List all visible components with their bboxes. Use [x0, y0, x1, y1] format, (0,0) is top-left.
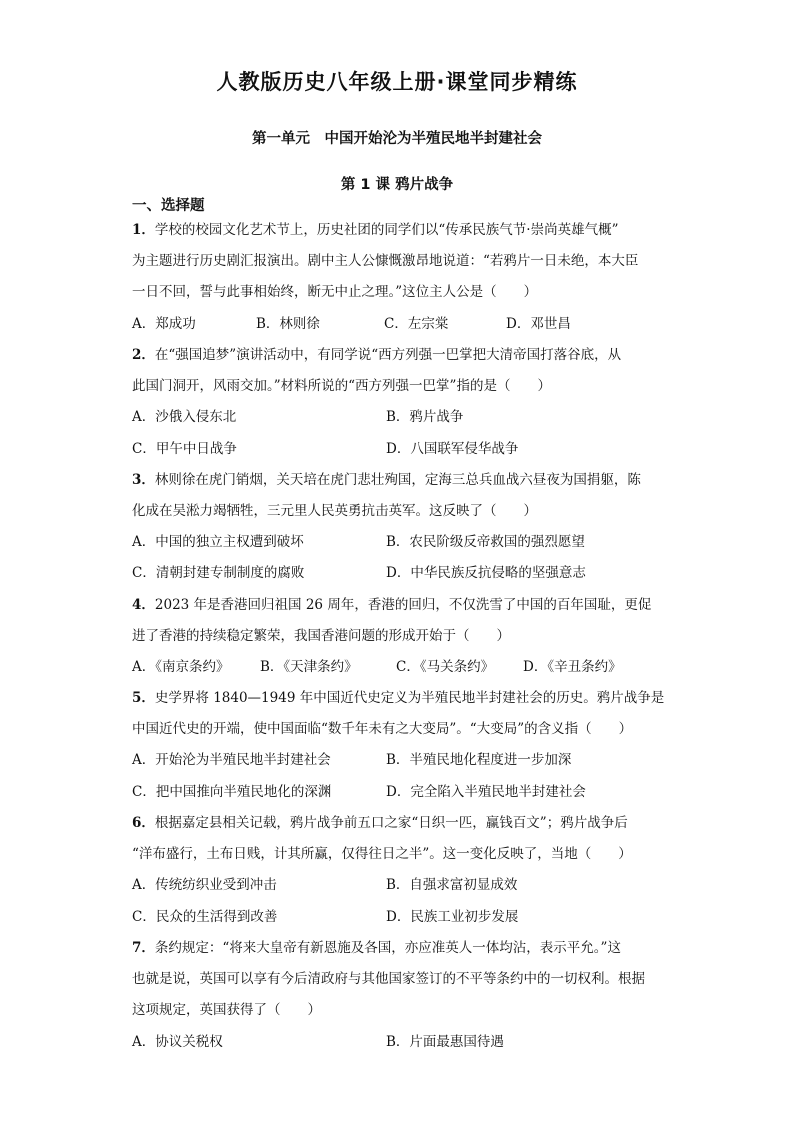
- question-7-line-1: [132, 939, 662, 957]
- question-number: 4．: [132, 597, 155, 613]
- question-4-line-1: [132, 596, 662, 614]
- question-6-line-2: “洋布盛行，土布日贱，计其所赢，仅得往日之半”。这一变化反映了，当地（ ）: [132, 846, 632, 862]
- question-text: 学校的校园文化艺术节上，历史社团的同学们以“传承民族气节·崇尚英雄气概”: [154, 222, 619, 238]
- option-a: A．沙俄入侵东北: [132, 409, 237, 425]
- question-7-line-2: 也就是说，英国可以享有今后清政府与其他国家签订的不平等条约中的一切权利。根据: [132, 971, 645, 987]
- option-b: B．林则徐: [256, 316, 320, 332]
- question-number: 7．: [132, 940, 155, 956]
- question-number: 5．: [132, 690, 155, 706]
- question-6-line-1: [132, 814, 662, 832]
- unit-title: 第一单元 中国开始沦为半殖民地半封建社会: [252, 131, 542, 147]
- option-a: A．协议关税权: [132, 1034, 223, 1050]
- question-text: 2023 年是香港回归祖国 26 周年，香港的回归，不仅洗雪了中国的百年国耻，更促: [154, 597, 652, 613]
- question-text: 条约规定：“将来大皇帝有新恩施及各国，亦应准英人一体均沾，表示平允。”这: [154, 940, 621, 956]
- option-d: D．中华民族反抗侵略的坚强意志: [386, 565, 586, 581]
- option-c: C．民众的生活得到改善: [132, 909, 278, 925]
- option-b: B．片面最惠国待遇: [386, 1034, 504, 1050]
- option-d: D．《辛丑条约》: [523, 659, 622, 675]
- question-text: 史学界将 1840—1949 年中国近代史定义为半殖民地半封建社会的历史。鸦片战争是: [154, 690, 665, 706]
- option-c: C．把中国推向半殖民地化的深渊: [132, 784, 332, 800]
- option-b: B．《天津条约》: [260, 659, 358, 675]
- question-1-line-2: 为主题进行历史剧汇报演出。剧中主人公慷慨激昂地说道：“若鸦片一日未绝，本大臣: [132, 253, 639, 269]
- option-c: C．左宗棠: [384, 316, 449, 332]
- question-7-line-3: 这项规定，英国获得了（ ）: [132, 1002, 321, 1018]
- question-3-line-1: [132, 471, 662, 489]
- option-a: A．传统纺织业受到冲击: [132, 877, 277, 893]
- question-5-line-2: 中国近代史的开端，使中国面临“数千年未有之大变局”。“大变局”的含义指（ ）: [132, 721, 633, 737]
- question-2-line-1: [132, 346, 662, 364]
- option-d: D．民族工业初步发展: [386, 909, 519, 925]
- question-5-line-1: [132, 689, 665, 707]
- option-c: C．《马关条约》: [396, 659, 495, 675]
- option-d: D．完全陷入半殖民地半封建社会: [386, 784, 586, 800]
- lesson-title: 第 1 课 鸦片战争: [340, 177, 454, 193]
- section-title: 一、选择题: [132, 198, 205, 214]
- question-text: 林则徐在虎门销烟，关天培在虎门悲壮殉国，定海三总兵血战六昼夜为国捐躯，陈: [154, 472, 641, 488]
- option-b: B．鸦片战争: [386, 409, 464, 425]
- question-number: 1．: [132, 222, 155, 238]
- question-4-line-2: 进了香港的持续稳定繁荣，我国香港问题的形成开始于（ ）: [132, 628, 510, 644]
- page-title: 人教版历史八年级上册·课堂同步精练: [216, 70, 578, 94]
- option-a: A．《南京条约》: [132, 659, 230, 675]
- question-number: 3．: [132, 472, 155, 488]
- question-text: 根据嘉定县相关记载，鸦片战争前五口之家“日织一匹，赢钱百文”；鸦片战争后: [154, 815, 628, 831]
- question-number: 2．: [132, 347, 155, 363]
- option-c: C．清朝封建专制制度的腐败: [132, 565, 305, 581]
- option-a: A．中国的独立主权遭到破坏: [132, 534, 304, 550]
- question-1-line-1: [132, 221, 662, 239]
- option-d: D．八国联军侵华战争: [386, 441, 519, 457]
- question-1-line-3: 一日不回，誓与此事相始终，断无中止之理。”这位主人公是（ ）: [132, 284, 538, 300]
- option-b: B．自强求富初显成效: [386, 877, 518, 893]
- question-2-line-2: 此国门洞开，风雨交加。”材料所说的“西方列强一巴掌”指的是（ ）: [132, 378, 551, 394]
- option-a: A．郑成功: [132, 316, 196, 332]
- option-c: C．甲午中日战争: [132, 441, 237, 457]
- question-text: 在“强国追梦”演讲活动中，有同学说“西方列强一巴掌把大清帝国打落谷底，从: [154, 347, 622, 363]
- option-b: B．半殖民地化程度进一步加深: [386, 752, 572, 768]
- option-b: B．农民阶级反帝救国的强烈愿望: [386, 534, 585, 550]
- option-d: D．邓世昌: [506, 316, 571, 332]
- option-a: A．开始沦为半殖民地半封建社会: [132, 752, 331, 768]
- question-3-line-2: 化成在吴淞力竭牺牲，三元里人民英勇抗击英军。这反映了（ ）: [132, 503, 537, 519]
- question-number: 6．: [132, 815, 155, 831]
